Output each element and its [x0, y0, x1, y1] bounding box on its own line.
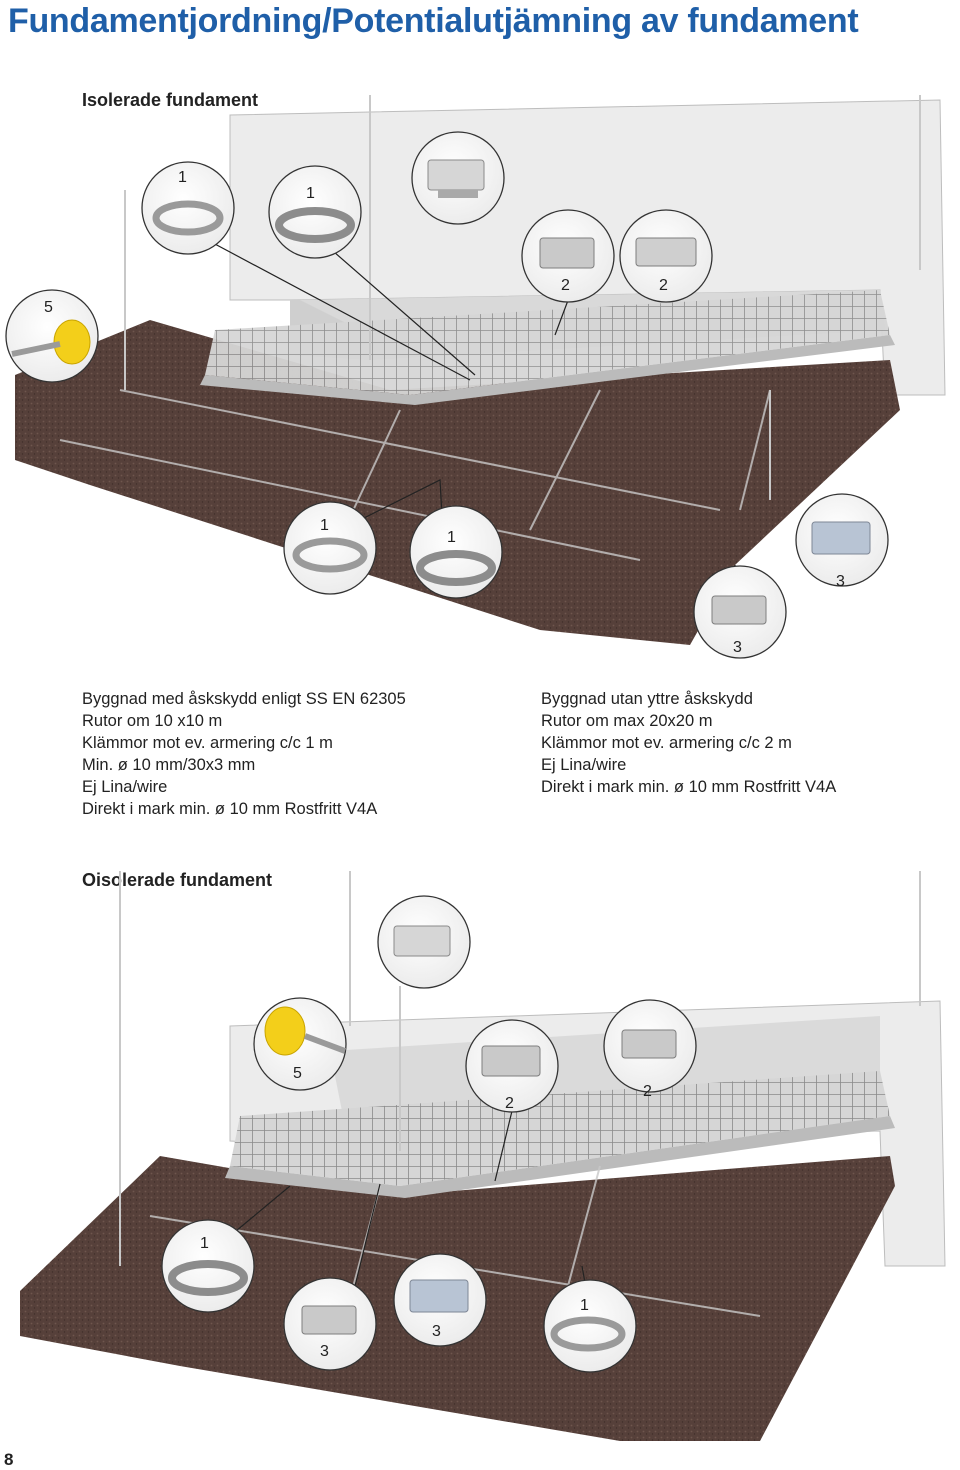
isolated-foundation-illustration	[0, 90, 960, 670]
clamp-icon	[428, 160, 484, 190]
callout-1-wire-coil	[162, 1220, 254, 1312]
cross-clamp-icon	[636, 238, 696, 266]
callout-number: 2	[505, 1095, 514, 1112]
callout-5-connector	[6, 290, 98, 382]
clamp-icon	[622, 1030, 676, 1058]
callout-3-plate-clamp	[394, 1254, 486, 1346]
callout-clamp-top	[378, 896, 470, 988]
callout-1-wire-coil-lower	[410, 506, 502, 598]
uninsulated-foundation-illustration	[0, 866, 960, 1446]
clamp-icon	[302, 1306, 356, 1334]
callout-1-strip-coil	[544, 1280, 636, 1372]
callout-number: 1	[320, 517, 329, 534]
callout-number: 2	[643, 1083, 652, 1100]
text-line: Rutor om max 20x20 m	[541, 712, 713, 730]
plate-clamp-icon	[812, 522, 870, 554]
plate-clamp-icon	[410, 1280, 468, 1312]
callout-number: 1	[580, 1297, 589, 1314]
callout-5-connector	[254, 998, 346, 1090]
callout-number: 2	[561, 277, 570, 294]
section-heading-oisolerade: Oisolerade fundament	[82, 870, 273, 890]
text-line: Ej Lina/wire	[541, 756, 627, 774]
text-line: Byggnad med åskskydd enligt SS EN 62305	[82, 690, 406, 708]
page-title: Fundamentjordning/Potentialutjämning av fundament	[8, 2, 859, 40]
text-line: Direkt i mark min. ø 10 mm Rostfritt V4A	[82, 800, 378, 818]
cross-clamp-icon	[540, 238, 594, 268]
right-text-block	[541, 688, 836, 798]
text-line: Byggnad utan yttre åskskydd	[541, 690, 753, 708]
callout-number: 1	[447, 529, 456, 546]
text-line: Direkt i mark min. ø 10 mm Rostfritt V4A	[541, 778, 837, 796]
callout-3-clamp-lower	[694, 566, 786, 658]
callout-3-plate-clamp	[796, 494, 888, 590]
text-line: Rutor om 10 x10 m	[82, 712, 223, 730]
page-number: 8	[4, 1450, 14, 1469]
yellow-plug-icon	[265, 1007, 305, 1055]
callout-2-clamp	[466, 1020, 558, 1112]
clamp-icon	[394, 926, 450, 956]
callout-number: 5	[293, 1065, 302, 1082]
text-line: Ej Lina/wire	[82, 778, 168, 796]
callout-clamp-top	[412, 132, 504, 224]
callout-1-strip-coil-lower	[284, 502, 376, 594]
callout-number: 5	[44, 299, 53, 316]
callout-3-clamp	[284, 1278, 376, 1370]
cross-clamp-icon	[482, 1046, 540, 1076]
callout-number: 3	[733, 639, 742, 656]
callout-1-wire-coil	[269, 166, 361, 258]
callout-number: 1	[200, 1235, 209, 1252]
callout-number: 3	[432, 1323, 441, 1340]
callout-2-clamp	[522, 210, 614, 302]
callout-number: 2	[659, 277, 668, 294]
callout-2-clamp-b	[620, 210, 712, 302]
text-line: Klämmor mot ev. armering c/c 2 m	[541, 734, 792, 752]
section-heading-isolerade: Isolerade fundament	[82, 90, 259, 110]
callout-1-strip-coil	[142, 162, 234, 254]
clamp-icon	[712, 596, 766, 624]
callout-number: 1	[306, 185, 315, 202]
callout-number: 3	[320, 1343, 329, 1360]
text-line: Min. ø 10 mm/30x3 mm	[82, 756, 256, 774]
callout-number: 3	[836, 573, 845, 590]
left-text-block	[82, 688, 406, 820]
text-line: Klämmor mot ev. armering c/c 1 m	[82, 734, 333, 752]
callout-number: 1	[178, 169, 187, 186]
